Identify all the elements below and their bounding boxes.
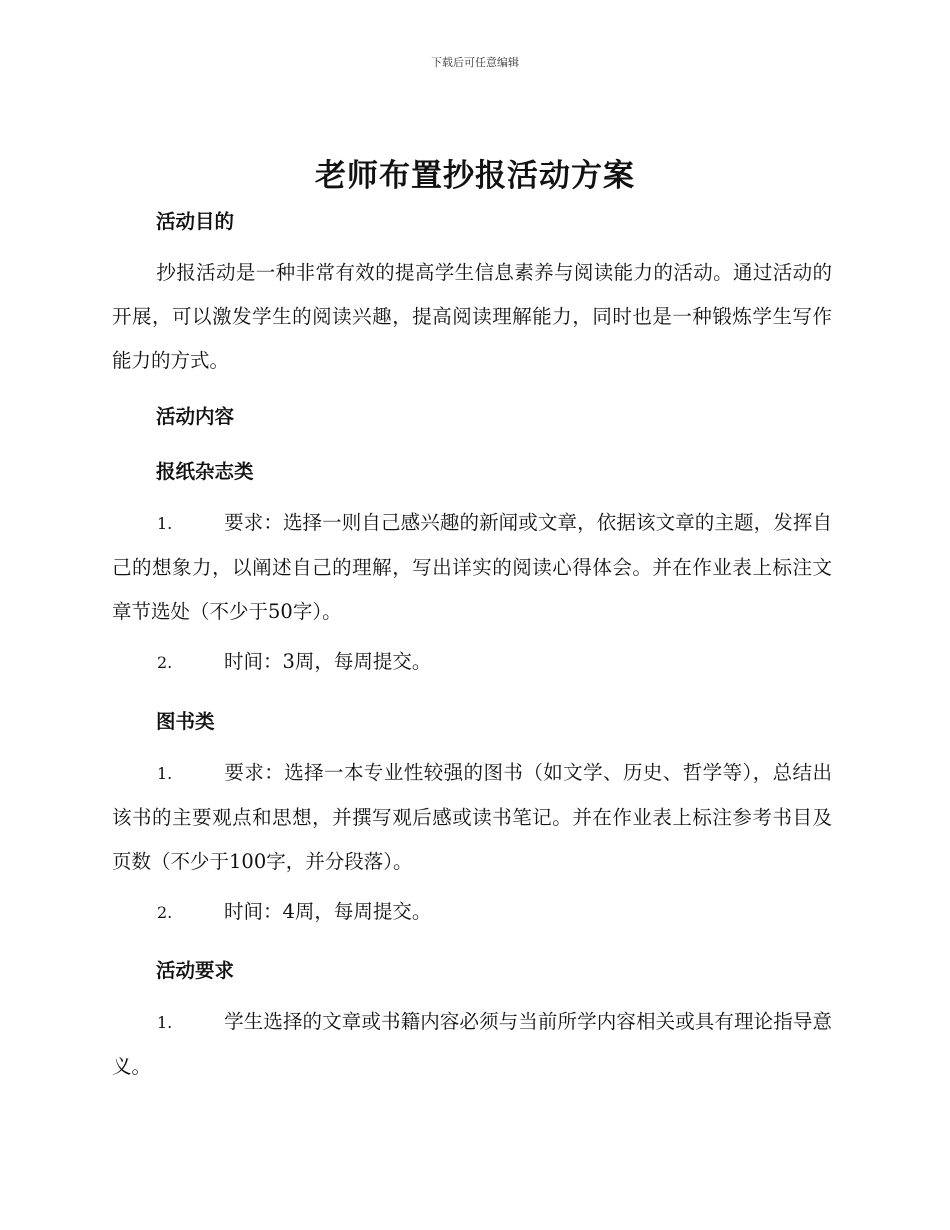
list-item [112,751,832,884]
paragraph-purpose [112,251,832,383]
list-item-number: 1. [157,1013,173,1032]
heading-books: 图书类 [156,710,215,733]
heading-newspaper: 报纸杂志类 [156,460,254,483]
list-item-number: 1. [157,764,173,783]
list-item-number: 2. [157,653,173,672]
list-item [112,1000,832,1089]
list-item-number: 2. [157,903,173,922]
paragraph-purpose-text: 抄报活动是一种非常有效的提高学生信息素养与阅读能力的活动。通过活动的开展，可以激发学生的阅读兴趣，提高阅读理解能力，同时也是一种锻炼学生写作能力的方式。 [112,261,832,372]
list-item [112,890,832,935]
list-item [112,640,832,685]
heading-content: 活动内容 [156,405,235,428]
list-item-text: 时间：3周，每周提交。 [224,650,432,673]
list-item-text: 要求：选择一则自己感兴趣的新闻或文章，依据该文章的主题，发挥自己的想象力，以阐述自己的理解，写出详实的阅读心得体会。并在作业表上标注文章节选处（不少于50字）。 [112,511,832,623]
heading-requirements: 活动要求 [156,959,235,982]
list-item [112,501,832,634]
list-item-text: 要求：选择一本专业性较强的图书（如文学、历史、哲学等），总结出该书的主要观点和思想，并撰写观后感或读书笔记。并在作业表上标注参考书目及页数（不少于100字，并分段落）。 [112,761,832,873]
header-note: 下载后可任意编辑 [431,56,519,69]
document-title: 老师布置抄报活动方案 [315,158,635,194]
list-item-text: 学生选择的文章或书籍内容必须与当前所学内容相关或具有理论指导意义。 [112,1010,832,1078]
list-item-number: 1. [157,514,173,533]
list-item-text: 时间：4周，每周提交。 [224,900,432,923]
heading-purpose: 活动目的 [156,210,235,233]
